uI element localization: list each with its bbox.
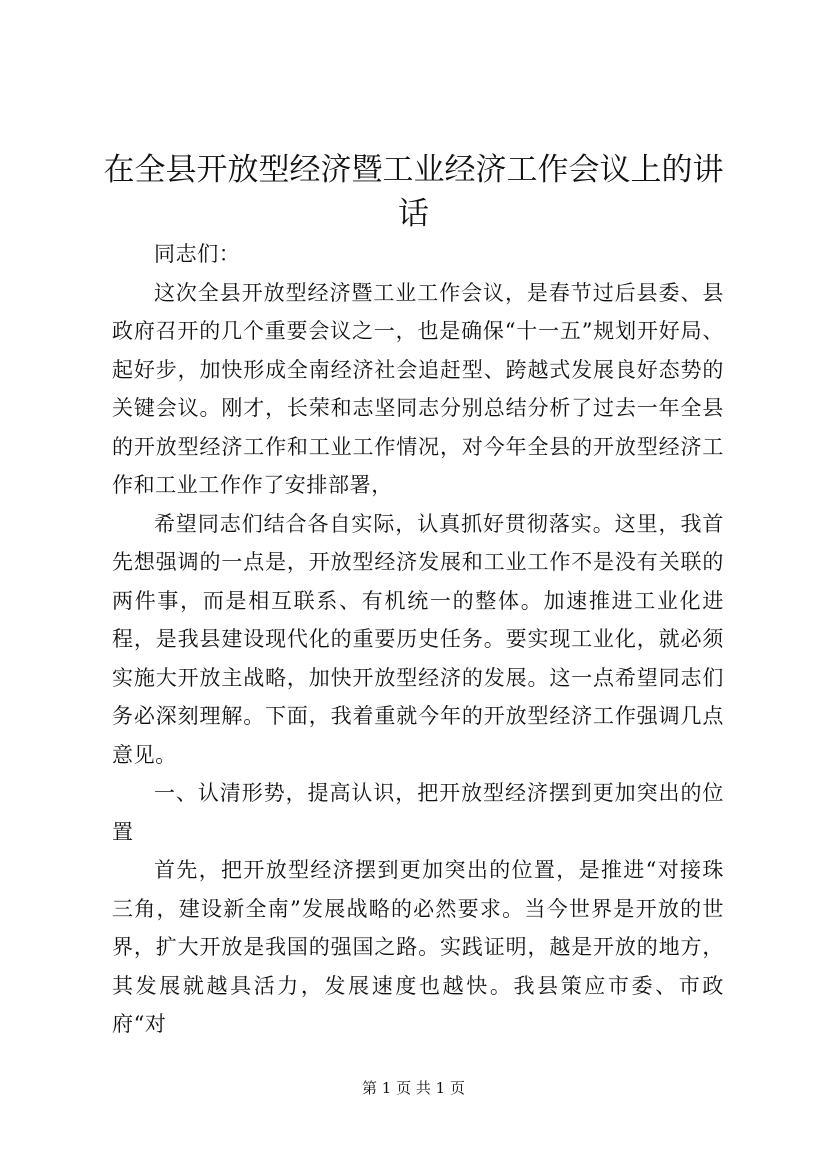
document-title: 在全县开放型经济暨工业经济工作会议上的讲话 bbox=[103, 152, 724, 232]
body-paragraph: 希望同志们结合各自实际，认真抓好贯彻落实。这里，我首先想强调的一点是，开放型经济发展和工业工作不是没有关联的两件事，而是相互联系、有机统一的整体。加速推进工业化进程，是我县建设现代化的重要历史任务。要实现工业化，就必须实施大开放主战略，加快开放型经济的发展。这一点希望同志们务必深刻理解。下面，我着重就今年的开放型经济工作强调几点意见。 bbox=[112, 511, 724, 767]
salutation-paragraph: 同志们： bbox=[154, 242, 241, 266]
body-paragraph: 这次全县开放型经济暨工业工作会议，是春节过后县委、县政府召开的几个重要会议之一，也是确保“十一五”规划开好局、起好步，加快形成全南经济社会追赶型、跨越式发展良好态势的关键会议。刚才，长荣和志坚同志分别总结分析了过去一年全县的开放型经济工作和工业工作情况，对今年全县的开放型经济工作和工业工作作了安排部署， bbox=[112, 280, 724, 497]
body-paragraph: 首先，把开放型经济摆到更加突出的位置，是推进“对接珠三角，建设新全南”发展战略的必然要求。当今世界是开放的世界，扩大开放是我国的强国之路。实践证明，越是开放的地方，其发展就越具活力，发展速度也越快。我县策应市委、市政府“对 bbox=[112, 858, 724, 1036]
page-footer: 第 1 页 共 1 页 bbox=[362, 1079, 465, 1097]
section-heading-paragraph: 一、认清形势，提高认识，把开放型经济摆到更加突出的位置 bbox=[112, 781, 724, 844]
document-body bbox=[112, 235, 724, 1044]
